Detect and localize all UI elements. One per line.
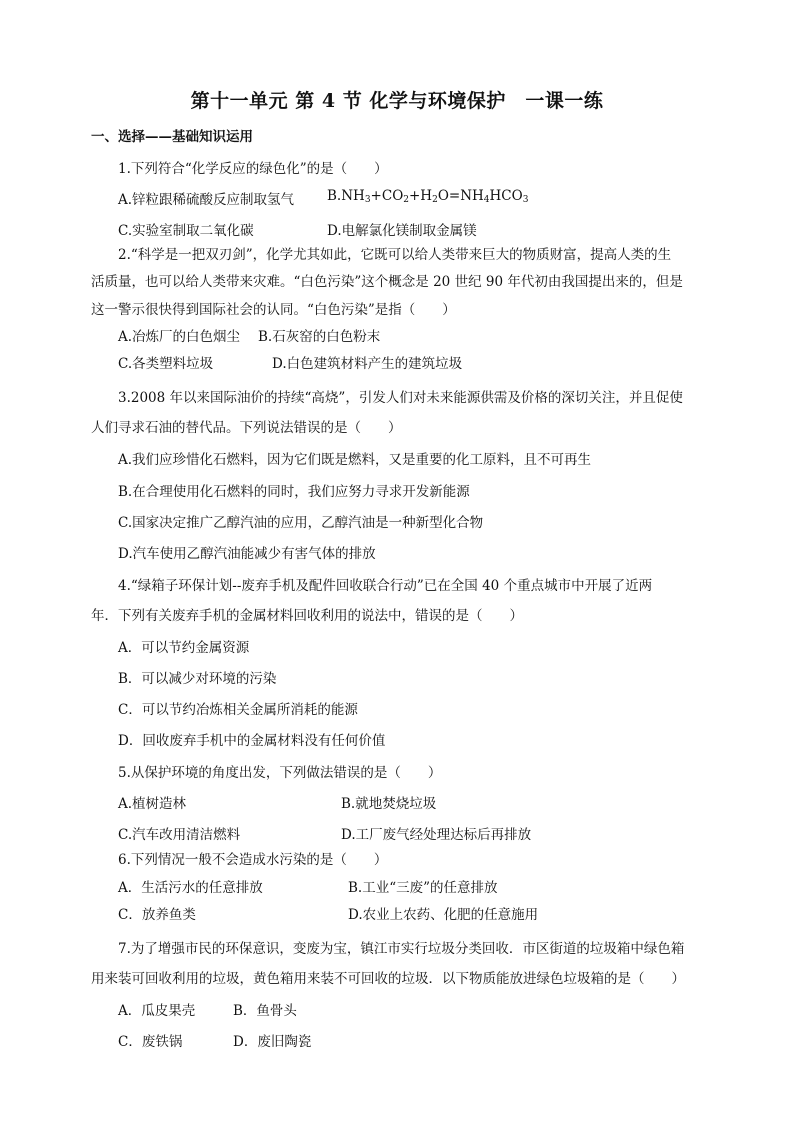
q5-stem: 5.从保护环境的角度出发，下列做法错误的是（ ）: [118, 765, 442, 781]
q5-option-d: D.工厂废气经处理达标后再排放: [341, 827, 532, 843]
q2-line-2: 活质量，也可以给人类带来灾难。“白色污染”这个概念是 20 世纪 90 年代初由我国提出来的，但是: [91, 274, 683, 290]
q4-line-2: 年．下列有关废弃手机的金属材料回收利用的说法中，错误的是（ ）: [91, 608, 523, 624]
q4-option-c: C．可以节约冶炼相关金属所消耗的能源: [118, 702, 358, 718]
q5-option-a: A.植树造林: [118, 796, 187, 812]
q7-option-c: C．废铁锅: [118, 1034, 183, 1050]
q6-option-c: C．放养鱼类: [118, 907, 196, 923]
q1-stem: 1.下列符合“化学反应的绿色化”的是（ ）: [118, 161, 388, 177]
q4-option-b: B．可以减少对环境的污染: [118, 671, 277, 687]
q2-option-a: A.冶炼厂的白色烟尘: [118, 329, 241, 345]
q3-line-1: 3.2008 年以来国际油价的持续“高烧”，引发人们对未来能源供需及价格的深切关注，并且促使: [118, 390, 683, 406]
q3-option-c: C.国家决定推广乙醇汽油的应用，乙醇汽油是一种新型化合物: [118, 515, 484, 531]
q6-option-b: B.工业“三废”的任意排放: [348, 880, 498, 896]
q1-option-a: A.锌粒跟稀硫酸反应制取氢气: [118, 192, 295, 208]
q7-line-2: 用来装可回收利用的垃圾，黄色箱用来装不可回收的垃圾．以下物质能放进绿色垃圾箱的是（ ）: [91, 971, 685, 987]
q2-option-c: C.各类塑料垃圾: [118, 356, 214, 372]
q3-option-b: B.在合理使用化石燃料的同时，我们应努力寻求开发新能源: [118, 484, 470, 500]
q2-line-3: 这一警示很快得到国际社会的认同。“白色污染”是指（ ）: [91, 302, 456, 318]
page-title: 第十一单元 第 4 节 化学与环境保护 一课一练: [190, 90, 604, 112]
q3-option-a: A.我们应珍惜化石燃料，因为它们既是燃料，又是重要的化工原料，且不可再生: [118, 452, 592, 468]
q5-option-b: B.就地焚烧垃圾: [341, 796, 437, 812]
q2-line-1: 2.“科学是一把双刃剑”，化学尤其如此，它既可以给人类带来巨大的物质财富，提高人类的生: [118, 247, 672, 263]
q4-line-1: 4.“绿箱子环保计划--废弃手机及配件回收联合行动”已在全国 40 个重点城市中开展了近两: [118, 578, 653, 594]
q1-option-d: D.电解氯化镁制取金属镁: [327, 223, 477, 239]
q1-option-b: $B.NH_3+CO_2+H_2O=NH_4HCO_3$: [327, 188, 529, 205]
q7-line-1: 7.为了增强市民的环保意识，变废为宝，镇江市实行垃圾分类回收．市区街道的垃圾箱中绿色箱: [118, 941, 685, 957]
q6-stem: 6.下列情况一般不会造成水污染的是（ ）: [118, 852, 388, 868]
q1-option-c: C.实验室制取二氧化碳: [118, 223, 254, 239]
q3-line-2: 人们寻求石油的替代品。下列说法错误的是（ ）: [91, 420, 402, 436]
q3-option-d: D.汽车使用乙醇汽油能减少有害气体的排放: [118, 546, 376, 562]
q4-option-a: A．可以节约金属资源: [118, 640, 250, 656]
q7-option-b: B．鱼骨头: [233, 1003, 297, 1019]
q4-option-d: D．回收废弃手机中的金属材料没有任何价值: [118, 733, 386, 749]
section-heading: 一、选择——基础知识运用: [91, 129, 253, 145]
q5-option-c: C.汽车改用清洁燃料: [118, 827, 241, 843]
q2-option-d: D.白色建筑材料产生的建筑垃圾: [272, 356, 463, 372]
q6-option-d: D.农业上农药、化肥的任意施用: [348, 907, 539, 923]
q6-option-a: A．生活污水的任意排放: [118, 880, 263, 896]
q2-option-b: B.石灰窑的白色粉末: [258, 329, 381, 345]
q7-option-a: A．瓜皮果壳: [118, 1003, 196, 1019]
q7-option-d: D．废旧陶瓷: [233, 1034, 312, 1050]
